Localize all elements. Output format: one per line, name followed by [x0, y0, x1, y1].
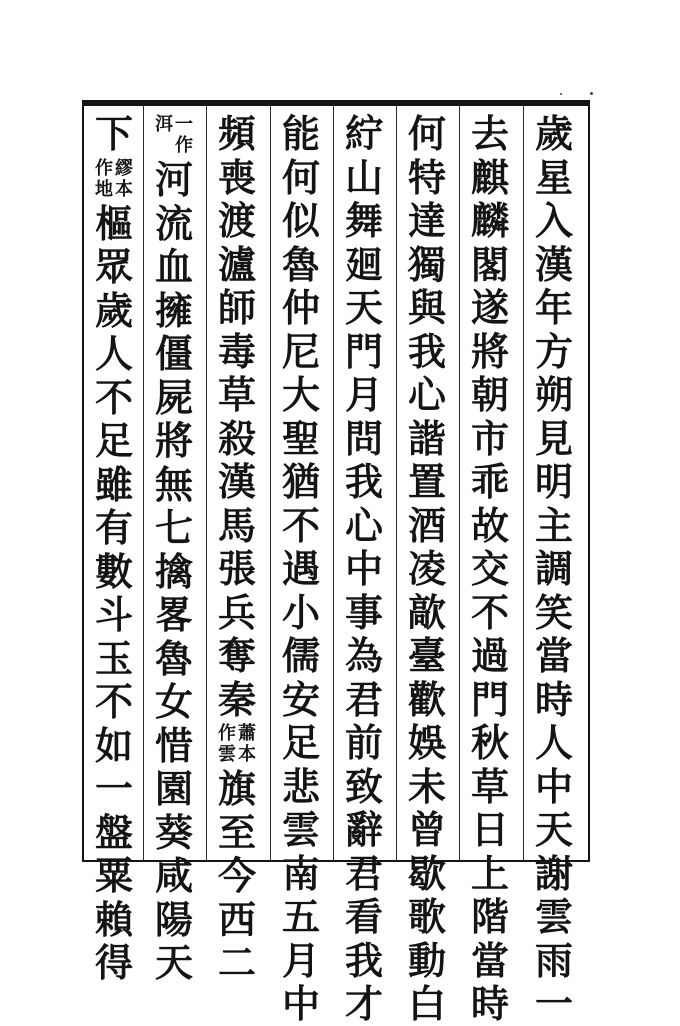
- note-char: 地: [95, 178, 113, 200]
- main-char: 臺: [407, 633, 446, 678]
- main-char: 雲: [534, 894, 573, 939]
- main-char: 今: [217, 853, 256, 898]
- main-char: 笑: [534, 589, 573, 635]
- main-char: 安: [281, 676, 320, 722]
- main-char: 僵: [154, 331, 193, 376]
- main-char: 凌: [407, 546, 446, 591]
- main-char: 門: [470, 676, 509, 722]
- note-line-left: [95, 158, 113, 200]
- main-char: 悲: [281, 763, 320, 809]
- main-char: 有: [94, 505, 133, 550]
- main-char: 一: [94, 766, 133, 811]
- main-char: 去: [470, 111, 509, 156]
- main-char: 女: [154, 679, 193, 724]
- text-column-5: [271, 111, 331, 1026]
- main-char: 葵: [154, 809, 193, 855]
- main-char: 玉: [94, 635, 133, 681]
- note-char: 一: [175, 114, 193, 135]
- ink-speck: [590, 92, 593, 95]
- main-char: 將: [470, 328, 509, 374]
- main-char: 能: [281, 111, 320, 156]
- interlinear-note: [155, 114, 193, 156]
- main-char: 斗: [94, 592, 133, 637]
- main-char: 階: [470, 894, 509, 939]
- main-char: 朝: [470, 372, 509, 417]
- main-char: 中: [281, 981, 320, 1026]
- main-char: 調: [534, 546, 573, 591]
- main-char: 何: [281, 154, 320, 200]
- main-char: 頻: [217, 111, 256, 156]
- main-char: 七: [154, 505, 193, 550]
- note-char: 作: [95, 157, 113, 179]
- main-char: 二: [217, 940, 256, 985]
- main-char: 中: [344, 546, 383, 591]
- main-char: 辭: [344, 807, 383, 852]
- main-char: 奪: [217, 633, 256, 678]
- main-char: 雖: [94, 461, 133, 507]
- note-char: 作: [218, 723, 236, 744]
- main-char: 動: [407, 937, 446, 983]
- main-char: 如: [94, 722, 133, 768]
- main-char: 當: [470, 937, 509, 983]
- main-char: 盤: [94, 809, 133, 855]
- main-char: 粟: [94, 853, 133, 898]
- main-char: 咸: [154, 853, 193, 898]
- main-char: 君: [344, 850, 383, 896]
- note-char: 雲: [218, 744, 236, 765]
- main-char: 旗: [217, 766, 256, 811]
- main-char: 入: [534, 198, 573, 243]
- main-char: 秋: [470, 720, 509, 765]
- main-char: 似: [281, 198, 320, 243]
- main-char: 遇: [281, 546, 320, 591]
- main-char: 未: [407, 763, 446, 809]
- main-char: 天: [154, 940, 193, 985]
- main-char: 仲: [281, 285, 320, 330]
- main-char: 月: [281, 937, 320, 983]
- main-char: 歌: [407, 894, 446, 939]
- ink-speck: [560, 93, 562, 95]
- main-char: 為: [344, 633, 383, 678]
- main-char: 君: [344, 676, 383, 722]
- column-rule: [270, 106, 271, 860]
- main-char: 樞: [94, 200, 133, 246]
- main-char: 明: [534, 459, 573, 504]
- main-char: 雲: [281, 807, 320, 852]
- main-char: 與: [407, 285, 446, 330]
- main-char: 麟: [470, 198, 509, 243]
- note-char: 作: [175, 135, 193, 156]
- main-char: 得: [94, 940, 133, 985]
- text-column-2: [460, 111, 520, 1026]
- column-rule: [523, 106, 524, 860]
- main-char: 才: [344, 981, 383, 1026]
- note-line-right: [115, 158, 133, 200]
- main-char: 大: [281, 372, 320, 417]
- main-char: 乖: [470, 459, 509, 504]
- main-char: 上: [470, 850, 509, 896]
- main-char: 曾: [407, 807, 446, 852]
- main-char: 閣: [470, 241, 509, 287]
- interlinear-note: [95, 158, 133, 200]
- main-char: 歲: [94, 287, 133, 333]
- main-char: 中: [534, 763, 573, 809]
- main-char: 看: [344, 894, 383, 939]
- main-char: 猶: [281, 459, 320, 504]
- main-char: 交: [470, 546, 509, 591]
- main-char: 張: [217, 546, 256, 591]
- main-char: 漢: [217, 459, 256, 504]
- text-column-4: [334, 111, 394, 1026]
- main-char: 歲: [534, 111, 573, 156]
- main-char: 擒: [154, 548, 193, 594]
- note-char: 洱: [155, 114, 173, 135]
- main-char: 血: [154, 244, 193, 289]
- main-char: 無: [154, 461, 193, 507]
- note-line-right: [238, 723, 256, 765]
- main-char: 陽: [154, 896, 193, 942]
- main-char: 天: [344, 285, 383, 330]
- main-char: 市: [470, 415, 509, 461]
- main-char: 草: [217, 372, 256, 417]
- main-char: 魯: [154, 635, 193, 681]
- main-char: 賴: [94, 896, 133, 942]
- main-char: 西: [217, 896, 256, 942]
- main-char: 馬: [217, 502, 256, 548]
- main-char: 雨: [534, 937, 573, 983]
- column-rule: [459, 106, 460, 860]
- main-char: 師: [217, 285, 256, 330]
- note-char: 蕭: [238, 723, 256, 744]
- main-char: 事: [344, 589, 383, 635]
- main-char: 屍: [154, 374, 193, 420]
- main-char: 將: [154, 418, 193, 463]
- main-char: 特: [407, 154, 446, 200]
- note-line-right: [175, 114, 193, 156]
- note-char: 本: [238, 744, 256, 765]
- main-char: 殺: [217, 415, 256, 461]
- note-char: 繆: [115, 157, 133, 179]
- main-char: 麒: [470, 154, 509, 200]
- main-char: 人: [534, 720, 573, 765]
- text-column-8: [84, 111, 144, 985]
- main-char: 我: [407, 328, 446, 374]
- main-char: 流: [154, 200, 193, 246]
- main-char: 時: [534, 676, 573, 722]
- main-char: 娛: [407, 720, 446, 765]
- main-char: 謝: [534, 850, 573, 896]
- main-char: 下: [94, 111, 133, 156]
- main-char: 遂: [470, 285, 509, 330]
- note-line-left: [155, 114, 173, 156]
- main-char: 故: [470, 502, 509, 548]
- main-char: 當: [534, 633, 573, 678]
- main-char: 渡: [217, 198, 256, 243]
- text-column-6: [207, 111, 267, 985]
- main-char: 見: [534, 415, 573, 461]
- main-char: 心: [344, 502, 383, 548]
- main-char: 天: [534, 807, 573, 852]
- main-char: 惜: [154, 722, 193, 768]
- main-char: 我: [344, 937, 383, 983]
- main-char: 朔: [534, 372, 573, 417]
- main-char: 瀘: [217, 241, 256, 287]
- main-char: 心: [407, 372, 446, 417]
- main-char: 南: [281, 850, 320, 896]
- main-char: 主: [534, 502, 573, 548]
- main-char: 星: [534, 154, 573, 200]
- interlinear-note: [218, 723, 256, 765]
- main-char: 白: [407, 981, 446, 1026]
- main-char: 河: [154, 157, 193, 202]
- main-char: 人: [94, 331, 133, 376]
- main-char: 不: [281, 502, 320, 548]
- text-column-3: [397, 111, 457, 1026]
- main-char: 足: [94, 418, 133, 463]
- main-char: 我: [344, 459, 383, 504]
- text-column-1: [524, 111, 584, 1026]
- main-char: 不: [470, 589, 509, 635]
- main-char: 至: [217, 809, 256, 855]
- main-char: 獨: [407, 241, 446, 287]
- main-char: 舞: [344, 198, 383, 243]
- main-char: 儒: [281, 633, 320, 678]
- main-char: 秦: [217, 676, 256, 722]
- column-rule: [396, 106, 397, 860]
- main-char: 尼: [281, 328, 320, 374]
- column-rule: [206, 106, 207, 860]
- main-char: 園: [154, 766, 193, 811]
- main-char: 門: [344, 328, 383, 374]
- main-char: 魯: [281, 241, 320, 287]
- main-char: 不: [94, 679, 133, 724]
- note-char: 本: [115, 178, 133, 200]
- main-char: 喪: [217, 154, 256, 200]
- main-char: 數: [94, 548, 133, 594]
- main-char: 前: [344, 720, 383, 765]
- main-char: 眾: [94, 244, 133, 289]
- main-char: 歡: [407, 676, 446, 722]
- main-char: 五: [281, 894, 320, 939]
- main-char: 達: [407, 198, 446, 243]
- main-char: 酒: [407, 502, 446, 548]
- main-char: 擁: [154, 287, 193, 333]
- main-char: 歇: [407, 850, 446, 896]
- main-char: 畧: [154, 592, 193, 637]
- main-char: 兵: [217, 589, 256, 635]
- main-char: 何: [407, 111, 446, 156]
- main-char: 毒: [217, 328, 256, 374]
- main-char: 廻: [344, 241, 383, 287]
- main-char: 漢: [534, 241, 573, 287]
- main-char: 歊: [407, 589, 446, 635]
- main-char: 小: [281, 589, 320, 635]
- note-line-left: [218, 723, 236, 765]
- column-rule: [143, 106, 144, 860]
- main-char: 月: [344, 372, 383, 417]
- main-char: 紵: [344, 111, 383, 156]
- main-char: 置: [407, 459, 446, 504]
- main-char: 問: [344, 415, 383, 461]
- main-char: 日: [470, 807, 509, 852]
- main-char: 山: [344, 154, 383, 200]
- main-char: 時: [470, 981, 509, 1026]
- main-char: 致: [344, 763, 383, 809]
- main-char: 方: [534, 328, 573, 374]
- main-char: 一: [534, 981, 573, 1026]
- main-char: 年: [534, 285, 573, 330]
- main-char: 諧: [407, 415, 446, 461]
- main-char: 過: [470, 633, 509, 678]
- column-rule: [333, 106, 334, 860]
- main-char: 足: [281, 720, 320, 765]
- text-column-7: [144, 112, 204, 985]
- main-char: 不: [94, 374, 133, 420]
- main-char: 草: [470, 763, 509, 809]
- main-char: 聖: [281, 415, 320, 461]
